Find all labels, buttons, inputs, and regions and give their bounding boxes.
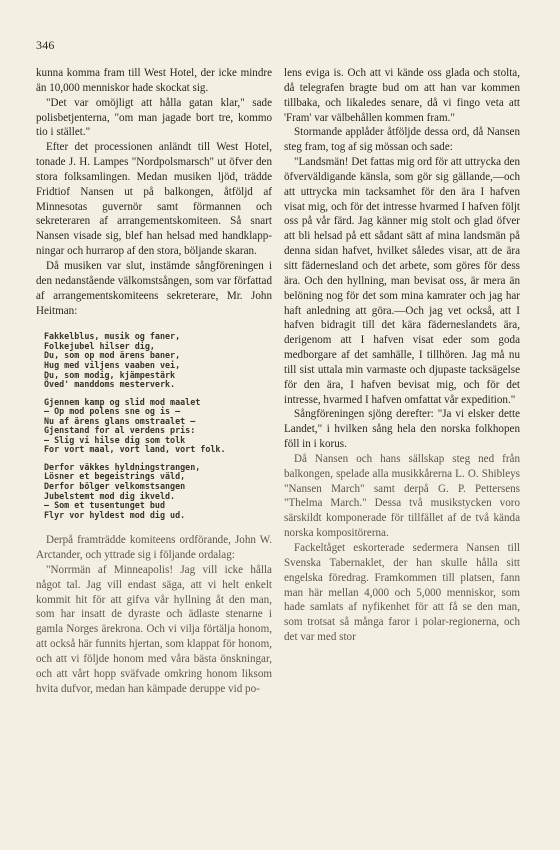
paragraph: Stormande applåder åtföljde dessa ord, då Nansen steg fram, tog af sig mössan och sade: <box>284 126 520 154</box>
poem-line: Fakkelblus, musik og faner, <box>44 331 181 342</box>
left-column <box>36 66 272 696</box>
paragraph: Sångföreningen sjöng derefter: "Ja vi elsker dette Landet," i hvilken sång hela den norska folkhopen föll in i korus. <box>284 408 520 451</box>
page-number: 346 <box>36 38 55 52</box>
paragraph: Derpå framträdde komiteens ordförande, John W. Arctander, och yttrade sig i följande ordalag: <box>36 534 272 562</box>
paragraph: "Det var omöjligt att hålla gatan klar," sade polisbetjenterna, "om man jagade bort tre, kommo tio i stället." <box>36 96 272 139</box>
paragraph: Fackeltåget eskorterade sedermera Nansen till Svenska Tabernaklet, der han skulle hålla sitt engelska föredrag. Framkommen till platsen, fann man här mellan 4,000 och 5,000 menniskor, som hade samlats af nyfikenhet för att få se den man, som trotsat så många faror i polar-regionerna, och det var med stor <box>284 542 520 644</box>
poem-line: — Slig vi hilse dig som tolk <box>44 434 186 445</box>
poem-line: Lösner et begeistrings väld, <box>44 471 186 482</box>
poem-line: Öved' manddoms mesterverk. <box>44 379 176 390</box>
poem-line: Hug med viljens vaaben vei, <box>44 359 181 370</box>
poem-line: Derfor väkkes hyldningstrangen, <box>44 461 201 472</box>
paragraph: Då Nansen och hans sällskap steg ned från balkongen, spelade alla musikkårerna L. O. Shibleys "Nansen March" samt derpå G. P. Pettersens "Thelma March." Dessa två musikstycken voro särskildt komponerade för tillfället af de två kända norska kompositörerna. <box>284 452 520 540</box>
paragraph: Då musiken var slut, instämde sångföreningen i den nedanstående välkomstsången, som var författad af arrangementskomiteens sekreterare, Mr. John Heitman: <box>36 259 272 317</box>
paragraph: kunna komma fram till West Hotel, der icke mindre än 10,000 menniskor hade skockat sig. <box>36 67 272 94</box>
poem-line: Flyr vor hyldest mod dig ud. <box>44 509 186 520</box>
poem-line: — Op mod polens sne og is — <box>44 406 181 417</box>
poem-line: Du, som modig, kjämpestärk <box>44 369 176 380</box>
poem-stanza <box>44 332 272 389</box>
welcome-song-poem <box>44 332 272 520</box>
poem-line: — Som et tusentunget bud <box>44 500 166 511</box>
poem-stanza <box>44 463 272 520</box>
paragraph: "Norrmän af Minneapolis! Jag vill icke hålla något tal. Jag vill endast säga, att vi helt enkelt kommit hit för att gifva vår hyllning åt den man, som har insatt de dyraste och ädlaste stenarne i gamla Norges ärekrona. Och vi vilja förtälja honom, att också här funnits hjertan, som klappat för honom, och att vi följde honom med våra bästa önskningar, och att vårt hopp sväfvade omkring honom liksom hvita dufvor, medan han kämpade deruppe vid po- <box>36 563 272 695</box>
poem-line: Du, som op mod ärens baner, <box>44 350 181 361</box>
poem-line: Nu af ärens glans omstraalet — <box>44 415 196 426</box>
paragraph: Efter det processionen anländt till West Hotel, tonade J. H. Lampes "Nordpolsmarsch" ut öfver den stora folksamlingen. Medan musiken ljöd, trädde Fridtiof Nansen ut på balkongen, åtföljd af Minnesotas guvernör samt förmannen och sekreteraren af arrangementskomiteen. Så snart Nansen visade sig, blef han helsad med handklappningar och hurrarop af den stora, böljande skaran. <box>36 141 272 258</box>
right-column <box>284 66 520 645</box>
paragraph: lens eviga is. Och att vi kände oss glada och stolta, då telegrafen bragte bud om att han var kommen tillbaka, och likaledes senare, då vi fingo veta att 'Fram' var välbehållen kommen fram." <box>284 67 520 124</box>
poem-stanza <box>44 398 272 455</box>
paragraph: "Landsmän! Det fattas mig ord för att uttrycka den öfverväldigande känsla, som gör sig gällande,—och att uttrycka min tacksamhet för den ära I hafven visat mig, och för det intresse hvarmed I hafven följt oss på vår färd. Jag känner mig stolt och glad öfver att bli helsad på ett sådant sätt af mina landsmän på denna sidan hafvet, hvilket således visar, att de ära sitt fädernesland och det arbete, som göres för dess ära. Och den hyllning, man bevisat oss, är mera än belöning nog för det som mina kamrater och jag har haft anledning att göra.—Och jag vet också, att I hafven bidragit till det kära fäderneslandets ära, derigenom att I hafven visat eder som goda medborgare af det samhälle, I tillhören. Jag må nu till sist uttala min varmaste och djupaste tacksägelse för den ära, I hafven bevisat mig, och för det intresse, hvarmed I hafven omfattat vår expedition." <box>284 156 520 406</box>
poem-line: Gjennem kamp og slid mod maalet <box>44 396 201 407</box>
poem-line: Jubelstemt mod dig ikveld. <box>44 490 176 501</box>
poem-line: Derfor bölger velkomstsangen <box>44 481 186 491</box>
poem-line: Folkejubel hilser dig, <box>44 340 155 351</box>
poem-line: Gjenstand for al verdens pris: <box>44 425 196 436</box>
poem-line: For vort maal, vort land, vort folk. <box>44 444 226 455</box>
